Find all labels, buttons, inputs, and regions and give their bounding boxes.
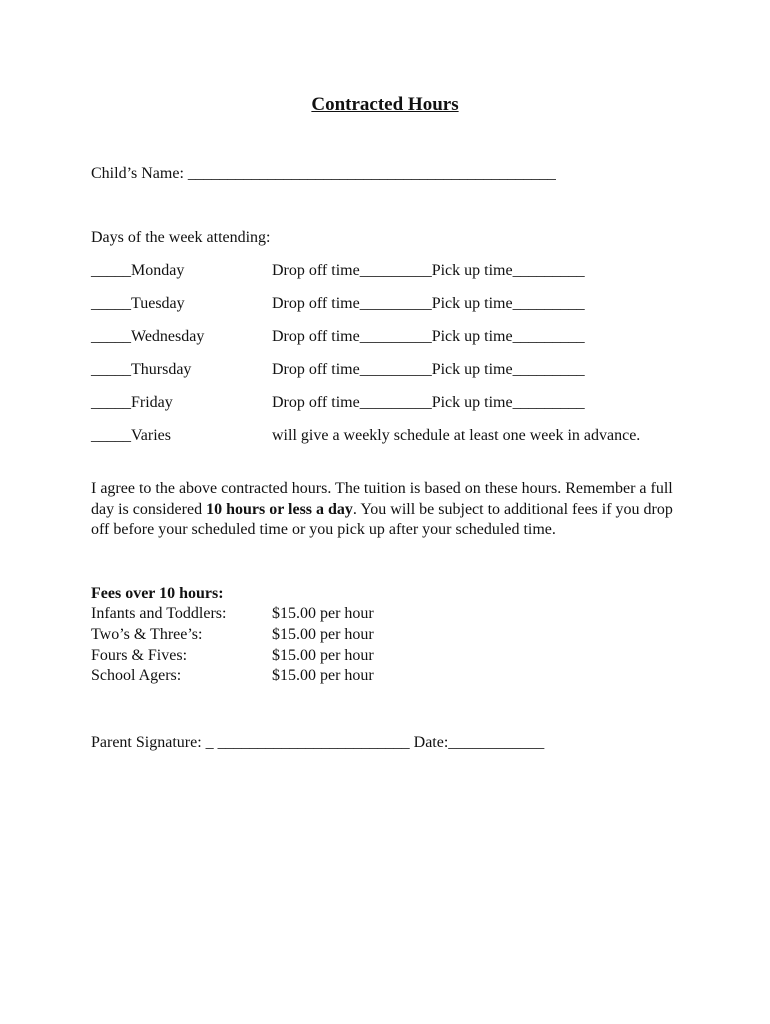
fee-rate: $15.00 per hour [272, 667, 374, 684]
fees-heading: Fees over 10 hours: [91, 585, 224, 602]
day-checkbox-line[interactable]: _____Varies [91, 427, 171, 444]
day-checkbox-line[interactable]: _____Thursday [91, 361, 192, 378]
day-checkbox-line[interactable]: _____Wednesday [91, 328, 205, 345]
fee-group: Infants and Toddlers: [91, 605, 227, 622]
fee-rate: $15.00 per hour [272, 626, 374, 643]
agreement-text-end: . You will be subject to additional fees if you drop off before your scheduled time or you pick up after your scheduled time. [91, 500, 673, 539]
agreement-text: I agree to the above contracted hours. The tuition is based on these hours. Remember a full day is considered [91, 480, 673, 518]
agreement-paragraph [91, 479, 691, 541]
day-times[interactable]: Drop off time_________Pick up time_________ [272, 262, 585, 279]
day-times[interactable]: Drop off time_________Pick up time_________ [272, 295, 585, 312]
day-checkbox-line[interactable]: _____Friday [91, 394, 173, 411]
child-name-field[interactable]: Child’s Name: ______________________________________________ [91, 165, 556, 182]
signature-date-line[interactable]: Parent Signature: _ ________________________ Date:____________ [91, 734, 545, 751]
days-heading: Days of the week attending: [91, 229, 271, 246]
fee-rate: $15.00 per hour [272, 605, 374, 622]
day-times[interactable]: Drop off time_________Pick up time_________ [272, 328, 585, 345]
day-times[interactable]: Drop off time_________Pick up time_________ [272, 394, 585, 411]
page-title: Contracted Hours [311, 94, 459, 115]
agreement-bold-text: 10 hours or less a day [206, 500, 353, 518]
day-times[interactable]: Drop off time_________Pick up time_________ [272, 361, 585, 378]
fee-group: Fours & Fives: [91, 647, 188, 664]
day-note: will give a weekly schedule at least one week in advance. [272, 427, 641, 444]
fee-group: Two’s & Three’s: [91, 626, 203, 643]
fee-rate: $15.00 per hour [272, 647, 374, 664]
day-checkbox-line[interactable]: _____Monday [91, 262, 185, 279]
fee-group: School Agers: [91, 667, 182, 684]
day-checkbox-line[interactable]: _____Tuesday [91, 295, 185, 312]
